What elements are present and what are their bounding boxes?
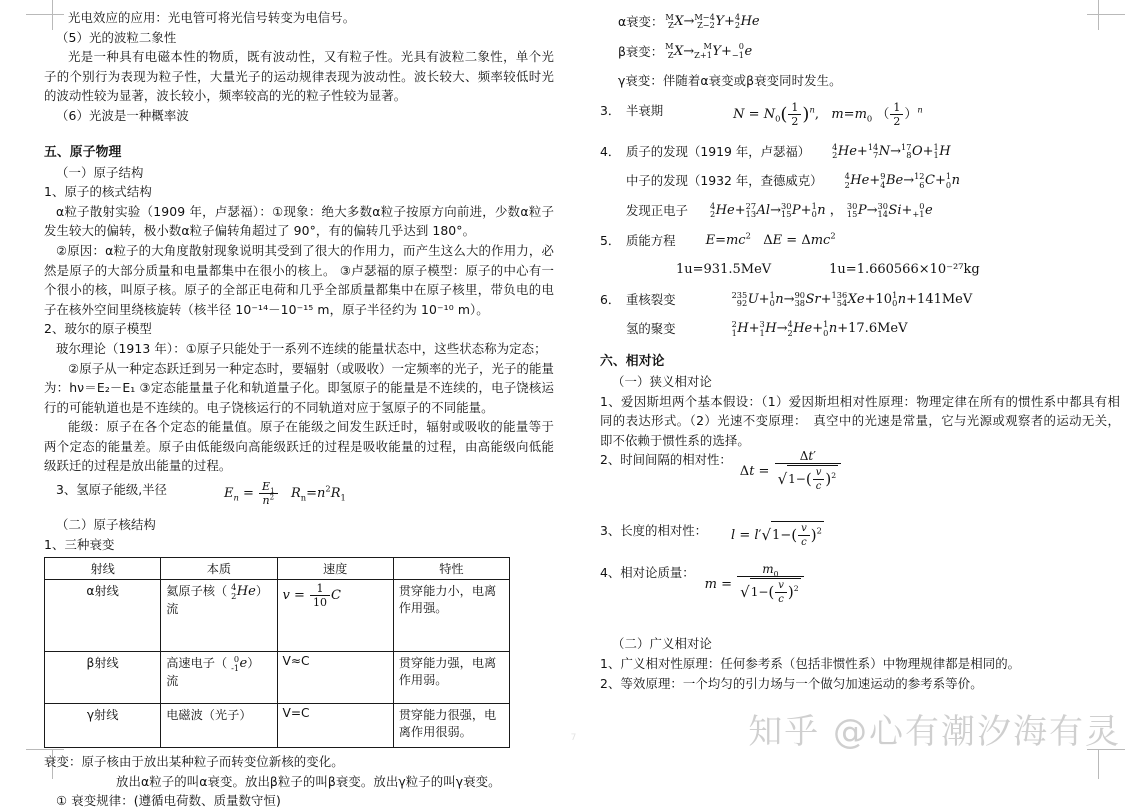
fission-row <box>600 290 1120 310</box>
essence-beta-prefix: 高速电子（ <box>166 656 228 671</box>
decay-definition: 衰变：原子核由于放出某种粒子而转变位新核的变化。 <box>44 754 344 770</box>
length-contraction-formula: l = l′√1−( $\frac{v}{c}$ )$^2$ <box>731 523 822 549</box>
hydrogen-energy-radius-row <box>44 480 554 507</box>
energy-level-paragraph: 能级：原子在各个定态的能量值。原子在能级之间发生跃迁时，辐射或吸收的能量等于两个定态的能量差。原子由低能级向高能级跃迁的过程是吸收能量的过程，由高能级向低能级跃迁的过程是放出能量的过程。 <box>44 419 554 474</box>
page-number: 7 <box>570 733 577 743</box>
essence-beta-symbol: e <box>239 656 248 672</box>
topic-three-decays-title: 1、三种衰变 <box>44 536 115 552</box>
cell-ray-alpha: α射线 <box>45 580 161 652</box>
hydrogen-energy-radius-label: 3、氢原子能级,半径 <box>56 482 167 498</box>
subsection-nucleus-structure-title: （二）原子核结构 <box>56 517 156 533</box>
section-heading-atomic-physics: 五、原子物理 <box>44 144 122 160</box>
subsection-general-relativity-title: （二）广义相对论 <box>612 636 712 652</box>
proton-discovery-label: 质子的发现（1919 年，卢瑟福） <box>626 143 811 159</box>
rutherford-experiment-paragraph: α粒子散射实验（1909 年，卢瑟福）：①现象：绝大多数α粒子按原方向前进，少数α粒子发生较大的偏转，极小数α粒子偏转角超过了 90°，有的偏转几乎达到 180°。 <box>44 203 554 239</box>
relativistic-mass-label: 4、相对论质量： <box>600 565 695 581</box>
essence-alpha-symbol: He <box>236 584 256 600</box>
proton-discovery-row <box>600 142 1120 162</box>
table-header-essence: 本质 <box>161 558 277 580</box>
time-dilation-label: 2、时间间隔的相对性： <box>600 452 732 468</box>
essence-alpha-prefix: 氦原子核（ <box>166 584 228 599</box>
decay-rule: ① 衰变规律：(遵循电荷数、质量数守恒) <box>56 793 281 809</box>
cell-ray-gamma: γ射线 <box>45 704 161 748</box>
table-header-row <box>45 558 510 580</box>
fission-label: 重核裂变 <box>626 291 676 307</box>
item5-title: （5）光的波粒二象性 <box>56 29 177 45</box>
fission-equation: 235 92 U+ 1 0 n→ 90 38 Sr+ 136 54 Xe+10 1 0 n+141MeV <box>731 289 973 309</box>
beta-decay-label: β衰变： <box>618 43 664 59</box>
section-heading-relativity: 六、相对论 <box>600 353 665 369</box>
alpha-decay-row <box>600 12 1120 32</box>
table-header-ray: 射线 <box>45 558 161 580</box>
atomic-mass-unit-row <box>600 260 1120 280</box>
neutron-discovery-equation: 4 2 He+ 9 4 Be→ 12 6 C+ 1 0 n <box>844 171 960 190</box>
gamma-decay-row <box>600 71 1120 91</box>
subsection-special-relativity-title: （一）狭义相对论 <box>612 373 712 389</box>
cell-essence-gamma: 电磁波（光子） <box>161 704 277 748</box>
subsection-atomic-structure-title: （一）原子结构 <box>56 164 144 180</box>
table-row <box>45 580 510 652</box>
alpha-decay-equation: M Z X→ M−4 Z−2 Y+ 4 2 He <box>665 11 760 31</box>
essence-alpha-mass-number: 4 <box>231 582 237 593</box>
fusion-equation: 2 1 H+ 3 1 H→ 4 2 He+ 1 0 n+17.6MeV <box>731 319 908 338</box>
gamma-decay-label: γ衰变： <box>618 73 663 89</box>
cell-speed-alpha: v = $\frac{1}{10}$ C <box>277 580 393 652</box>
proton-discovery-equation: 4 2 He+ 14 7 N→ 17 8 O+ 1 1 H <box>832 141 951 161</box>
mass-energy-label: 质能方程 <box>626 232 676 248</box>
essence-beta-atomic-number: -1 <box>231 662 240 673</box>
table-header-feature: 特性 <box>393 558 509 580</box>
positron-discovery-equation: 4 2 He+ 27 13 Al→ 30 15 P+ 1 0 n ， 30 15 P→ 30 14 Si+ 0 +1 e <box>709 200 933 220</box>
positron-discovery-row <box>600 201 1120 221</box>
right-column <box>600 8 1120 693</box>
gamma-decay-text: 伴随着α衰变或β衰变同时发生。 <box>662 73 842 89</box>
decay-kinds: 放出α粒子的叫α衰变。放出β粒子的叫β衰变。放出γ粒子的叫γ衰变。 <box>116 773 501 789</box>
bohr-theory-paragraph-1: 玻尔理论（1913 年）：①原子只能处于一系列不连续的能量状态中，这些状态称为定态； <box>56 340 547 356</box>
left-column <box>44 8 554 811</box>
beta-decay-equation: M Z X→ M Z+1 Y+ 0 −1 e <box>665 41 753 61</box>
half-life-row <box>600 101 1120 128</box>
time-dilation-row <box>600 450 1120 493</box>
time-dilation-formula: Δt = Δt′ √1−( $\frac{v}{c}$ )$^2$ <box>740 450 842 493</box>
cell-essence-alpha <box>161 580 277 652</box>
cell-feature-alpha: 贯穿能力小，电离作用强。 <box>393 580 509 652</box>
alpha-decay-label: α衰变： <box>618 14 664 29</box>
essence-alpha-suffix: ）流 <box>166 584 268 617</box>
table-row <box>45 652 510 704</box>
table-header-speed: 速度 <box>277 558 393 580</box>
general-relativity-principle: 1、广义相对性原理：任何参考系（包括非惯性系）中物理规律都是相同的。 <box>600 655 1021 671</box>
neutron-discovery-label: 中子的发现（1932 年，查德威克） <box>626 173 823 189</box>
cell-ray-beta: β射线 <box>45 652 161 704</box>
einstein-postulates-paragraph: 1、爱因斯坦两个基本假设：（1）爱因斯坦相对性原理：物理定律在所有的惯性系中都具有相同的表达形式。（2）光速不变原理： 真空中的光速是常量，它与光源或观察者的运动无关，即不依赖于惯性系的选择。 <box>600 393 1120 448</box>
half-life-number: 3． <box>600 102 621 118</box>
rutherford-reason-paragraph <box>44 241 554 319</box>
mass-energy-number: 5． <box>600 232 621 248</box>
rutherford-reason-part-a: ②原因：α粒子的大角度散射现象说明其受到了很大的作用力，而产生这么大的作用力，必然是原子的大部分质量和电量都集中在很小的核上。 <box>44 242 554 278</box>
essence-beta-suffix: ）流 <box>166 656 260 689</box>
fission-number: 6． <box>600 291 621 307</box>
photoelectric-application-text: 光电效应的应用：光电管可将光信号转变为电信号。 <box>68 10 356 25</box>
length-contraction-row <box>600 521 1120 549</box>
beta-decay-row <box>600 42 1120 62</box>
cell-essence-beta <box>161 652 277 704</box>
equivalence-principle: 2、等效原理：一个均匀的引力场与一个做匀加速运动的参考系等价。 <box>600 675 983 691</box>
mass-energy-formula: $E=mc^2$ ΔE = Δmc$^2$ <box>705 230 836 248</box>
neutron-discovery-row <box>600 171 1120 191</box>
proton-discovery-number: 4． <box>600 143 621 159</box>
fusion-row <box>600 319 1120 339</box>
topic-nuclear-structure-title: 1、原子的核式结构 <box>44 184 152 200</box>
item5-body: 光是一种具有电磁本性的物质，既有波动性，又有粒子性。光具有波粒二象性，单个光子的个别行为表现为粒子性，大量光子的运动规律表现为波动性。波长较大、频率较低时光的波动性较为显著，波长较小，频率较高的光的粒子性较为显著。 <box>44 49 554 104</box>
essence-beta-mass-number: 0 <box>233 654 240 665</box>
length-contraction-label: 3、长度的相对性： <box>600 523 708 539</box>
half-life-label: 半衰期 <box>626 102 664 118</box>
rutherford-model-part-b: ③卢瑟福的原子模型：原子的中心有一个很小的核，叫原子核。原子的全部正电荷和几乎全部质量都集中在原子核里，带负电的电子在核外空间里绕核旋转（核半径 10⁻¹⁴－10⁻¹⁵ m，原子半径约为 10⁻¹⁰ m）。 <box>44 262 554 317</box>
cell-speed-gamma: V=C <box>277 704 393 748</box>
fusion-label: 氢的聚变 <box>626 321 676 337</box>
cell-feature-gamma: 贯穿能力很强，电离作用很弱。 <box>393 704 509 748</box>
three-decays-table <box>44 557 510 748</box>
positron-discovery-label: 发现正电子 <box>626 202 688 218</box>
watermark: 知乎 @心有潮汐海有灵 <box>748 712 1121 752</box>
relativistic-mass-formula: m = $m_0$ √1−( $\frac{v}{c}$ )$^2$ <box>705 563 805 606</box>
half-life-formula: $N = N_0$( $\frac{1}{2}$ )$^n$, $m=m_0$ （ $\frac{1}{2}$ ）$^n$ <box>733 100 923 128</box>
relativistic-mass-row <box>600 563 1120 606</box>
atomic-mass-unit-kg: 1u=1.660566×10⁻²⁷kg <box>829 262 980 278</box>
hydrogen-energy-radius-formula: $E_n$ = $\frac{E_1}{n^2}$ $R_n=n^2R_1$ <box>224 480 346 508</box>
topic-bohr-model-title: 2、玻尔的原子模型 <box>44 321 152 337</box>
bohr-theory-paragraph-2: ②原子从一种定态跃迁到另一种定态时，要辐射（或吸收）一定频率的光子，光子的能量为：hν＝E₂－E₁ ③定态能量量子化和轨道量子化。即氢原子的能量是不连续的，电子饶核运行的可能轨道也是不连续的。电子饶核运行的不同轨道对应于氢原子的不同能量。 <box>44 360 554 415</box>
atomic-mass-unit-mev: 1u=931.5MeV <box>676 262 772 278</box>
cell-feature-beta: 贯穿能力强，电离作用弱。 <box>393 652 509 704</box>
cell-speed-beta: V≈C <box>277 652 393 704</box>
mass-energy-row <box>600 231 1120 251</box>
essence-alpha-atomic-number: 2 <box>231 590 237 601</box>
item6-title: （6）光波是一种概率波 <box>56 107 189 123</box>
